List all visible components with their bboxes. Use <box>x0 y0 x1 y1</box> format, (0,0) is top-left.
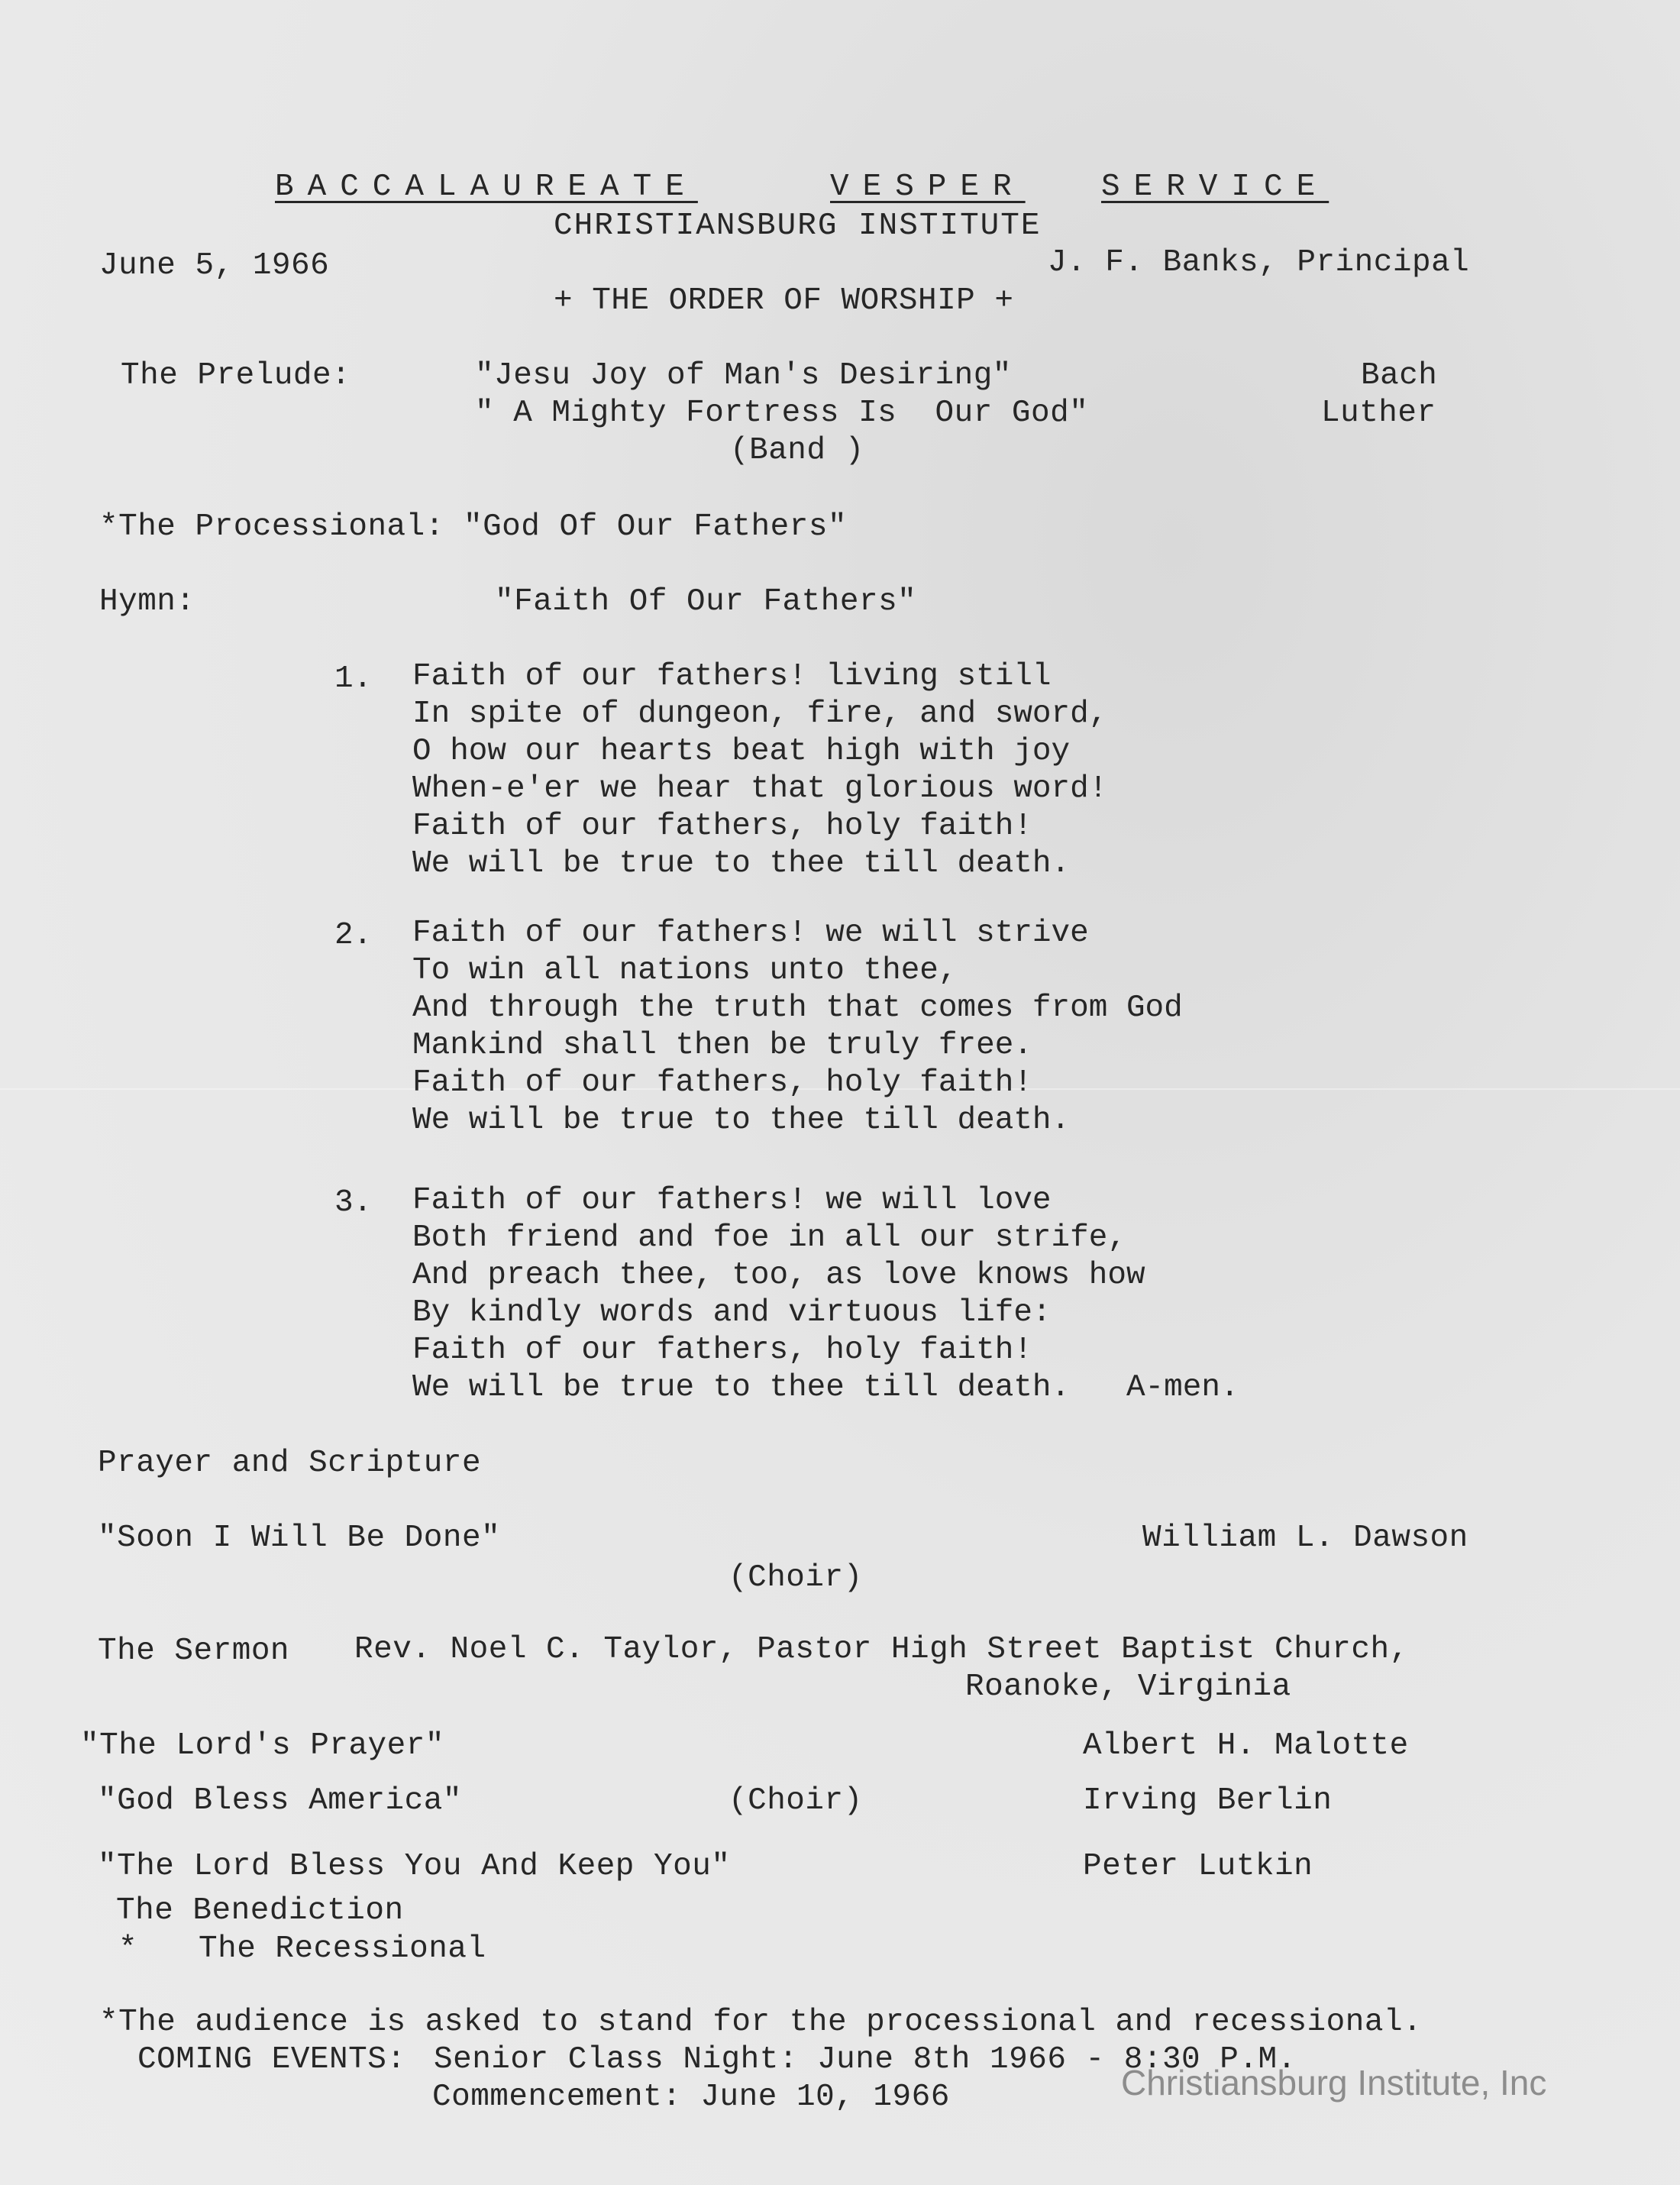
verse-line: In spite of dungeon, fire, and sword, <box>412 697 1108 732</box>
event-senior-class-night: Senior Class Night: June 8th 1966 - 8:30 P.M. <box>434 2042 1297 2077</box>
principal-name: J. F. Banks, Principal <box>1048 245 1470 280</box>
sermon-label: The Sermon <box>98 1634 290 1669</box>
recessional-asterisk: * <box>118 1931 138 1967</box>
verse-line: By kindly words and virtuous life: <box>412 1295 1052 1330</box>
event-commencement: Commencement: June 10, 1966 <box>432 2080 950 2115</box>
hymn-label: Hymn: <box>99 584 195 619</box>
recessional: The Recessional <box>199 1931 486 1967</box>
title-word-baccalaureate: BACCALAUREATE <box>275 170 698 205</box>
lord-bless-you-composer: Peter Lutkin <box>1083 1849 1313 1884</box>
anthem-title: "Soon I Will Be Done" <box>98 1521 501 1556</box>
hymn-verse-1 <box>412 658 1107 883</box>
institution-name: CHRISTIANSBURG INSTITUTE <box>554 208 1042 244</box>
verse-line: O how our hearts beat high with joy <box>412 734 1071 769</box>
coming-events-label: COMING EVENTS: <box>137 2042 406 2077</box>
anthem-performer: (Choir) <box>729 1560 863 1595</box>
prelude-composer-1: Bach <box>1361 358 1438 393</box>
title-word-service: SERVICE <box>1101 170 1329 205</box>
verse-line: Faith of our fathers! living still <box>412 659 1052 694</box>
verse-line: Faith of our fathers, holy faith! <box>412 1333 1032 1368</box>
processional-line: *The Processional: "God Of Our Fathers" <box>99 509 848 545</box>
verse-line: We will be true to thee till death. <box>412 1103 1071 1138</box>
verse-line: Faith of our fathers, holy faith! <box>412 809 1032 844</box>
god-bless-america-composer: Irving Berlin <box>1083 1783 1333 1818</box>
verse-line: Faith of our fathers, holy faith! <box>412 1065 1032 1101</box>
hymn-verse-2 <box>412 915 1183 1139</box>
sermon-speaker: Rev. Noel C. Taylor, Pastor High Street Baptist Church, <box>354 1632 1409 1667</box>
lords-prayer-composer: Albert H. Malotte <box>1083 1728 1409 1763</box>
prelude-piece-1: "Jesu Joy of Man's Desiring" <box>475 358 1012 393</box>
prelude-composer-2: Luther <box>1321 396 1436 431</box>
prelude-performer: (Band ) <box>730 433 864 468</box>
anthem-composer: William L. Dawson <box>1142 1521 1468 1556</box>
verse-line: To win all nations unto thee, <box>412 953 958 988</box>
verse-line: And through the truth that comes from God <box>412 991 1183 1026</box>
service-date: June 5, 1966 <box>99 248 330 283</box>
verse-line: We will be true to thee till death. A-men. <box>412 1370 1239 1405</box>
verse-line: Mankind shall then be truly free. <box>412 1028 1032 1063</box>
prayer-and-scripture: Prayer and Scripture <box>98 1446 482 1481</box>
title-word-vesper: VESPER <box>830 170 1026 205</box>
sermon-location: Roanoke, Virginia <box>965 1669 1291 1705</box>
verse-line: We will be true to thee till death. <box>412 846 1071 881</box>
watermark: Christiansburg Institute, Inc <box>1121 2063 1547 2103</box>
lords-prayer-title: "The Lord's Prayer" <box>80 1728 444 1763</box>
lord-bless-you-title: "The Lord Bless You And Keep You" <box>98 1849 731 1884</box>
verse-number: 1. <box>334 661 373 697</box>
verse-number: 2. <box>334 918 373 953</box>
god-bless-america-title: "God Bless America" <box>98 1783 462 1818</box>
prelude-label: The Prelude: <box>121 358 351 393</box>
hymn-verse-3 <box>412 1182 1239 1407</box>
verse-line: Both friend and foe in all our strife, <box>412 1220 1126 1256</box>
standing-note: *The audience is asked to stand for the processional and recessional. <box>99 2005 1423 2040</box>
god-bless-america-performer: (Choir) <box>729 1783 863 1818</box>
prelude-piece-2: " A Mighty Fortress Is Our God" <box>475 396 1089 431</box>
hymn-title: "Faith Of Our Fathers" <box>495 584 917 619</box>
verse-line: Faith of our fathers! we will strive <box>412 916 1089 951</box>
benediction: The Benediction <box>116 1893 404 1928</box>
verse-line: When-e'er we hear that glorious word! <box>412 771 1108 806</box>
verse-number: 3. <box>334 1185 373 1220</box>
verse-line: And preach thee, too, as love knows how <box>412 1258 1145 1293</box>
verse-line: Faith of our fathers! we will love <box>412 1183 1052 1218</box>
order-of-worship-heading: + THE ORDER OF WORSHIP + <box>554 283 1014 318</box>
